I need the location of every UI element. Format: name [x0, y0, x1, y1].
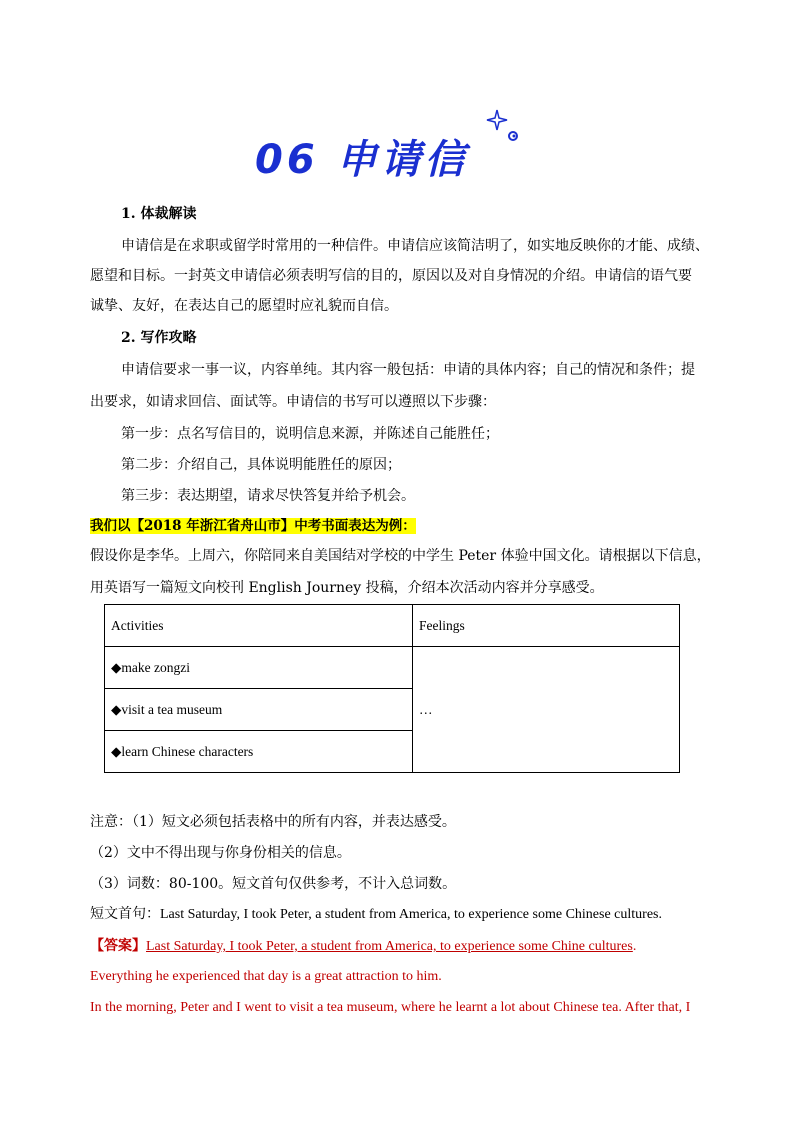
answer-line-2: Everything he experienced that day is a great attraction to him.: [90, 969, 442, 984]
table-row: [105, 647, 680, 689]
feelings-cell: …: [413, 647, 680, 773]
section2-heading: 2. 写作攻略: [121, 330, 197, 346]
prompt-line: 假设你是李华。上周六，你陪同来自美国结对学校的中学生 Peter 体验中国文化。请根据以下信息，: [90, 548, 711, 564]
table-row: [105, 605, 680, 647]
section1-line: 申请信是在求职或留学时常用的一种信件。申请信应该简洁明了，如实地反映你的才能、成绩、: [121, 238, 709, 254]
first-sentence-label: 短文首句：: [90, 906, 160, 922]
table-header-feelings: Feelings: [413, 605, 680, 647]
answer-sentence-1: Last Saturday, I took Peter, a student from America, to experience some Chine cultures: [146, 939, 633, 954]
section1-line: 诚挚、友好，在表达自己的愿望时应礼貌而自信。: [90, 298, 398, 314]
activity-cell: ◆visit a tea museum: [105, 689, 413, 731]
section1-line: 愿望和目标。一封英文申请信必须表明写信的目的，原因以及对自身情况的介绍。申请信的语气要: [90, 268, 692, 284]
section2-line: 申请信要求一事一议，内容单纯。其内容一般包括：申请的具体内容；自己的情况和条件；提: [121, 362, 695, 378]
first-sentence: [90, 904, 662, 925]
answer-line-3: In the morning, Peter and I went to visit a tea museum, where he learnt a lot about Chinese tea. After that, I: [90, 1000, 691, 1015]
activities-table: [104, 604, 680, 773]
prompt-line: 用英语写一篇短文向校刊 English Journey 投稿，介绍本次活动内容并分享感受。: [90, 580, 604, 596]
answer-label: 【答案】: [90, 938, 146, 954]
first-sentence-text: Last Saturday, I took Peter, a student from America, to experience some Chinese cultures.: [160, 907, 662, 922]
answer-line-1: [90, 936, 636, 957]
step-item: 第一步：点名写信目的，说明信息来源，并陈述自己能胜任；: [121, 426, 499, 442]
activity-cell: ◆learn Chinese characters: [105, 731, 413, 773]
note-line: 注意：（1）短文必须包括表格中的所有内容，并表达感受。: [90, 814, 456, 830]
section2-line: 出要求，如请求回信、面试等。申请信的书写可以遵照以下步骤：: [90, 394, 496, 410]
step-item: 第三步：表达期望，请求尽快答复并给予机会。: [121, 488, 415, 504]
table-header-activities: Activities: [105, 605, 413, 647]
answer-sentence-1-end: .: [632, 939, 637, 954]
example-heading-text: 我们以【2018 年浙江省舟山市】中考书面表达为例：: [90, 518, 416, 534]
page-title: 06 申请信: [255, 137, 469, 183]
title-block: [255, 128, 555, 188]
example-heading: [90, 516, 416, 536]
note-line: （3）词数：80-100。短文首句仅供参考，不计入总词数。: [90, 876, 457, 892]
section1-heading: 1. 体裁解读: [121, 206, 197, 222]
activity-cell: ◆make zongzi: [105, 647, 413, 689]
note-line: （2）文中不得出现与你身份相关的信息。: [90, 845, 351, 861]
sparkle-icon: [483, 106, 523, 146]
step-item: 第二步：介绍自己，具体说明能胜任的原因；: [121, 457, 401, 473]
